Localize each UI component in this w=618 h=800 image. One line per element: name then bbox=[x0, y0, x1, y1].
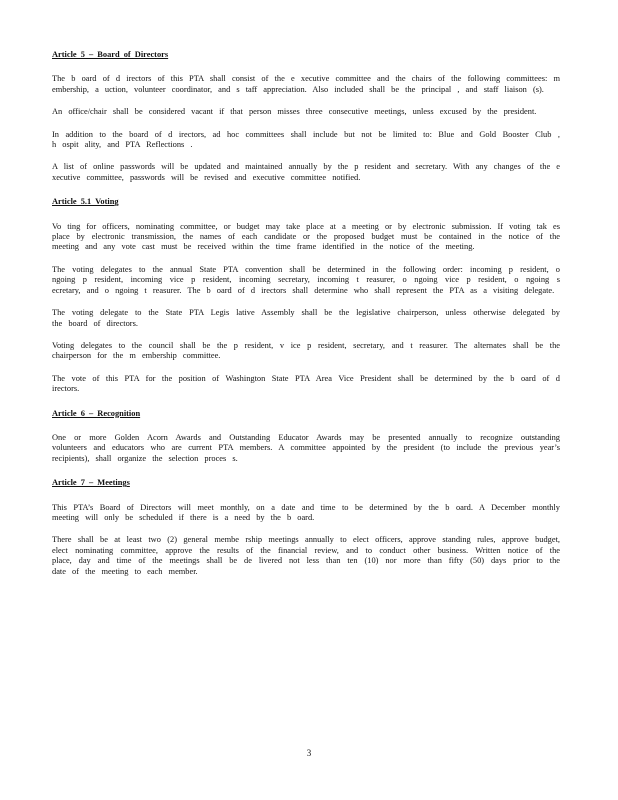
article-5-1-heading: Article 5.1 Voting bbox=[52, 197, 119, 207]
general-meetings-paragraph: There shall be at least two (2) general membe rship meetings annually to elect officers, approve standing rules, approve budget, elect nominating committee, approve the results of the financial review, and to conduct other business. Written notice of the place, day and time of the meetings shall be de livered not less than ten (10) nor more than fifty (50) days prior to the date of the meeting to each member. bbox=[52, 535, 560, 576]
electronic-voting-paragraph: Vo ting for officers, nominating committee, or budget may take place at a meeting or by electronic submission. If voting tak es place by electronic transmission, the names of each candidate or the proposed budget must be contained in the notice of the meeting and any vote cast must be received within the time frame identified in the notice of the meeting. bbox=[52, 221, 560, 252]
article-6-heading: Article 6 – Recognition bbox=[52, 408, 141, 418]
board-composition-paragraph: The b oard of d irectors of this PTA shall consist of the e xecutive committee and the chairs of the following committees: m embership, a uction, volunteer coordinator, and s taff appreciation. Also included shall be the principal , and staff liaison (s). bbox=[52, 74, 560, 94]
board-meetings-paragraph: This PTA’s Board of Directors will meet monthly, on a date and time to be determined by the b oard. A December monthly meeting will only be scheduled if there is a need by the b oard. bbox=[52, 502, 560, 522]
legislative-delegate-paragraph: The voting delegate to the State PTA Legis lative Assembly shall be the legislative chairperson, unless otherwise delegated by the board of directors. bbox=[52, 308, 560, 328]
page-number: 3 bbox=[306, 748, 312, 758]
area-vp-vote-paragraph: The vote of this PTA for the position of Washington State PTA Area Vice President shall be determined by the b oard of d irectors. bbox=[52, 373, 560, 394]
passwords-paragraph: A list of online passwords will be updated and maintained annually by the p resident and secretary. With any changes of the e xecutive committee, passwords will be revised and executive committee notified. bbox=[52, 162, 560, 182]
convention-delegates-paragraph: The voting delegates to the annual State PTA convention shall be determined in the following order: incoming p resident, o ngoing p resident, incoming vice p resident, incoming secretary, incoming t reasurer, o ngoing vice p resident, o ngoing s ecretary, and o ngoing t reasurer. The b oard of d irectors shall determine who shall represent the PTA as a visiting delegate. bbox=[52, 264, 560, 295]
article-5-heading: Article 5 – Board of Directors bbox=[52, 50, 169, 59]
recognition-paragraph: One or more Golden Acorn Awards and Outstanding Educator Awards may be presented annually to recognize outstanding volunteers and educators who are current PTA members. A committee appointed by the president (to include the previous year’s recipients), shall organize the selection proces s. bbox=[52, 432, 560, 463]
council-delegates-paragraph: Voting delegates to the council shall be the p resident, v ice p resident, secretary, and t reasurer. The alternates shall be the chairperson for the m embership committee. bbox=[52, 340, 560, 361]
article-7-heading: Article 7 – Meetings bbox=[52, 478, 130, 488]
bylaws-content bbox=[52, 50, 560, 589]
vacancy-paragraph: An office/chair shall be considered vacant if that person misses three consecutive meetings, unless excused by the president. bbox=[52, 107, 537, 117]
ad-hoc-committees-paragraph: In addition to the board of d irectors, ad hoc committees shall include but not be limited to: Blue and Gold Booster Club , h ospit ality, and PTA Reflections . bbox=[52, 129, 560, 150]
